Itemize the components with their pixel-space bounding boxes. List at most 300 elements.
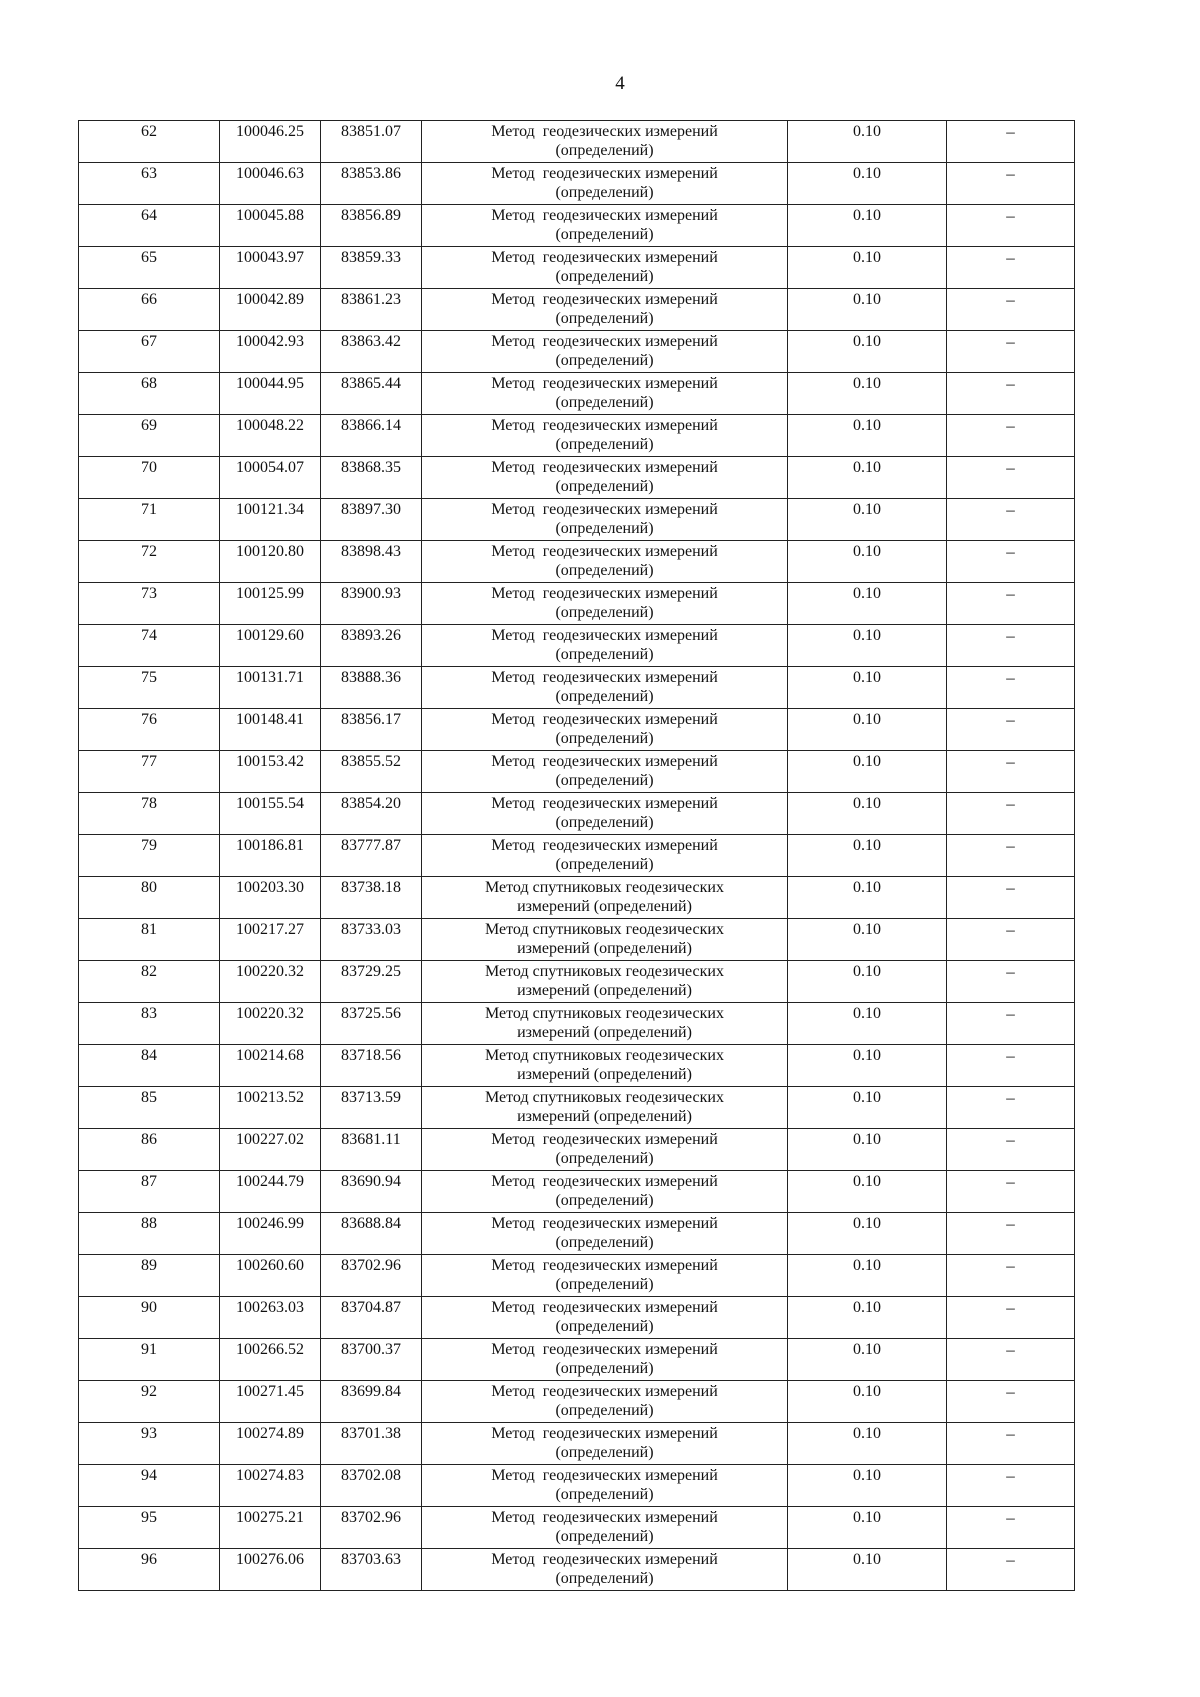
method-line-1: Метод геодезических измерений <box>491 1173 718 1190</box>
y-coordinate-cell: 83859.33 <box>321 247 422 289</box>
accuracy-cell: 0.10 <box>788 1087 947 1129</box>
method-line-1: Метод геодезических измерений <box>491 1299 718 1316</box>
method-line-2: (определений) <box>555 436 654 453</box>
accuracy-cell: 0.10 <box>788 247 947 289</box>
y-coordinate-cell: 83777.87 <box>321 835 422 877</box>
method-line-1: Метод геодезических измерений <box>491 333 718 350</box>
point-number-cell: 70 <box>79 457 220 499</box>
method-line-2: (определений) <box>555 394 654 411</box>
table-row <box>79 415 1075 457</box>
accuracy-cell: 0.10 <box>788 919 947 961</box>
table-row <box>79 1255 1075 1297</box>
y-coordinate-cell: 83725.56 <box>321 1003 422 1045</box>
table-row <box>79 121 1075 163</box>
y-coordinate-cell: 83702.08 <box>321 1465 422 1507</box>
accuracy-cell: 0.10 <box>788 1465 947 1507</box>
y-coordinate-cell: 83738.18 <box>321 877 422 919</box>
method-line-1: Метод геодезических измерений <box>491 123 718 140</box>
description-cell: – <box>947 583 1075 625</box>
description-cell: – <box>947 541 1075 583</box>
accuracy-cell: 0.10 <box>788 1381 947 1423</box>
accuracy-cell: 0.10 <box>788 499 947 541</box>
description-cell: – <box>947 1045 1075 1087</box>
y-coordinate-cell: 83704.87 <box>321 1297 422 1339</box>
method-cell <box>422 1129 788 1171</box>
y-coordinate-cell: 83700.37 <box>321 1339 422 1381</box>
table-row <box>79 1129 1075 1171</box>
method-cell <box>422 1381 788 1423</box>
x-coordinate-cell: 100155.54 <box>220 793 321 835</box>
description-cell: – <box>947 457 1075 499</box>
x-coordinate-cell: 100213.52 <box>220 1087 321 1129</box>
method-cell <box>422 1339 788 1381</box>
method-line-1: Метод геодезических измерений <box>491 375 718 392</box>
description-cell: – <box>947 1129 1075 1171</box>
method-line-2: (определений) <box>555 1360 654 1377</box>
table-row <box>79 373 1075 415</box>
table-row <box>79 1465 1075 1507</box>
y-coordinate-cell: 83861.23 <box>321 289 422 331</box>
method-line-2: (определений) <box>555 478 654 495</box>
method-line-1: Метод геодезических измерений <box>491 837 718 854</box>
accuracy-cell: 0.10 <box>788 541 947 583</box>
accuracy-cell: 0.10 <box>788 415 947 457</box>
method-line-1: Метод спутниковых геодезических <box>485 1089 724 1106</box>
accuracy-cell: 0.10 <box>788 121 947 163</box>
x-coordinate-cell: 100244.79 <box>220 1171 321 1213</box>
accuracy-cell: 0.10 <box>788 1045 947 1087</box>
table-row <box>79 205 1075 247</box>
y-coordinate-cell: 83703.63 <box>321 1549 422 1591</box>
point-number-cell: 89 <box>79 1255 220 1297</box>
method-line-1: Метод геодезических измерений <box>491 1131 718 1148</box>
accuracy-cell: 0.10 <box>788 1507 947 1549</box>
method-cell <box>422 415 788 457</box>
method-cell <box>422 499 788 541</box>
point-number-cell: 65 <box>79 247 220 289</box>
y-coordinate-cell: 83856.17 <box>321 709 422 751</box>
x-coordinate-cell: 100044.95 <box>220 373 321 415</box>
method-line-1: Метод спутниковых геодезических <box>485 921 724 938</box>
method-line-1: Метод спутниковых геодезических <box>485 879 724 896</box>
accuracy-cell: 0.10 <box>788 1423 947 1465</box>
description-cell: – <box>947 1003 1075 1045</box>
description-cell: – <box>947 709 1075 751</box>
method-line-1: Метод геодезических измерений <box>491 249 718 266</box>
accuracy-cell: 0.10 <box>788 1003 947 1045</box>
method-line-1: Метод геодезических измерений <box>491 417 718 434</box>
accuracy-cell: 0.10 <box>788 877 947 919</box>
method-line-2: (определений) <box>555 1234 654 1251</box>
x-coordinate-cell: 100263.03 <box>220 1297 321 1339</box>
x-coordinate-cell: 100129.60 <box>220 625 321 667</box>
method-line-2: (определений) <box>555 226 654 243</box>
method-line-1: Метод геодезических измерений <box>491 207 718 224</box>
method-line-2: измерений (определений) <box>517 1066 692 1083</box>
accuracy-cell: 0.10 <box>788 1549 947 1591</box>
point-number-cell: 72 <box>79 541 220 583</box>
x-coordinate-cell: 100042.93 <box>220 331 321 373</box>
method-cell <box>422 751 788 793</box>
method-line-1: Метод геодезических измерений <box>491 753 718 770</box>
y-coordinate-cell: 83713.59 <box>321 1087 422 1129</box>
point-number-cell: 63 <box>79 163 220 205</box>
point-number-cell: 78 <box>79 793 220 835</box>
description-cell: – <box>947 1171 1075 1213</box>
x-coordinate-cell: 100274.89 <box>220 1423 321 1465</box>
description-cell: – <box>947 1423 1075 1465</box>
point-number-cell: 79 <box>79 835 220 877</box>
x-coordinate-cell: 100120.80 <box>220 541 321 583</box>
description-cell: – <box>947 793 1075 835</box>
accuracy-cell: 0.10 <box>788 457 947 499</box>
method-cell <box>422 1045 788 1087</box>
method-cell <box>422 667 788 709</box>
accuracy-cell: 0.10 <box>788 1129 947 1171</box>
table-row <box>79 793 1075 835</box>
method-line-1: Метод спутниковых геодезических <box>485 1047 724 1064</box>
method-line-2: (определений) <box>555 856 654 873</box>
x-coordinate-cell: 100217.27 <box>220 919 321 961</box>
method-line-2: (определений) <box>555 646 654 663</box>
description-cell: – <box>947 1465 1075 1507</box>
x-coordinate-cell: 100153.42 <box>220 751 321 793</box>
method-line-1: Метод геодезических измерений <box>491 501 718 518</box>
method-cell <box>422 163 788 205</box>
x-coordinate-cell: 100203.30 <box>220 877 321 919</box>
method-line-2: (определений) <box>555 562 654 579</box>
method-line-1: Метод спутниковых геодезических <box>485 1005 724 1022</box>
method-line-2: (определений) <box>555 688 654 705</box>
accuracy-cell: 0.10 <box>788 793 947 835</box>
y-coordinate-cell: 83866.14 <box>321 415 422 457</box>
y-coordinate-cell: 83688.84 <box>321 1213 422 1255</box>
table-row <box>79 247 1075 289</box>
description-cell: – <box>947 415 1075 457</box>
accuracy-cell: 0.10 <box>788 1339 947 1381</box>
x-coordinate-cell: 100220.32 <box>220 961 321 1003</box>
table-row <box>79 1549 1075 1591</box>
x-coordinate-cell: 100260.60 <box>220 1255 321 1297</box>
description-cell: – <box>947 373 1075 415</box>
description-cell: – <box>947 835 1075 877</box>
point-number-cell: 66 <box>79 289 220 331</box>
y-coordinate-cell: 83699.84 <box>321 1381 422 1423</box>
y-coordinate-cell: 83898.43 <box>321 541 422 583</box>
method-cell <box>422 289 788 331</box>
point-number-cell: 90 <box>79 1297 220 1339</box>
description-cell: – <box>947 247 1075 289</box>
method-cell <box>422 541 788 583</box>
table-row <box>79 877 1075 919</box>
point-number-cell: 71 <box>79 499 220 541</box>
description-cell: – <box>947 1255 1075 1297</box>
method-line-1: Метод спутниковых геодезических <box>485 963 724 980</box>
x-coordinate-cell: 100125.99 <box>220 583 321 625</box>
method-cell <box>422 457 788 499</box>
method-line-2: (определений) <box>555 772 654 789</box>
x-coordinate-cell: 100214.68 <box>220 1045 321 1087</box>
x-coordinate-cell: 100271.45 <box>220 1381 321 1423</box>
point-number-cell: 80 <box>79 877 220 919</box>
description-cell: – <box>947 1339 1075 1381</box>
method-line-2: (определений) <box>555 1402 654 1419</box>
y-coordinate-cell: 83854.20 <box>321 793 422 835</box>
method-cell <box>422 793 788 835</box>
accuracy-cell: 0.10 <box>788 163 947 205</box>
table-row <box>79 457 1075 499</box>
table-row <box>79 667 1075 709</box>
table-row <box>79 541 1075 583</box>
method-line-2: (определений) <box>555 1150 654 1167</box>
method-cell <box>422 205 788 247</box>
accuracy-cell: 0.10 <box>788 667 947 709</box>
page-number: 4 <box>615 73 625 94</box>
table-row <box>79 1087 1075 1129</box>
method-line-1: Метод геодезических измерений <box>491 1425 718 1442</box>
method-cell <box>422 1087 788 1129</box>
table-row <box>79 1213 1075 1255</box>
table-row <box>79 1003 1075 1045</box>
accuracy-cell: 0.10 <box>788 961 947 1003</box>
point-number-cell: 75 <box>79 667 220 709</box>
table-row <box>79 709 1075 751</box>
method-line-1: Метод геодезических измерений <box>491 669 718 686</box>
method-line-1: Метод геодезических измерений <box>491 1257 718 1274</box>
x-coordinate-cell: 100266.52 <box>220 1339 321 1381</box>
method-line-2: (определений) <box>555 604 654 621</box>
x-coordinate-cell: 100042.89 <box>220 289 321 331</box>
point-number-cell: 81 <box>79 919 220 961</box>
y-coordinate-cell: 83690.94 <box>321 1171 422 1213</box>
method-line-1: Метод геодезических измерений <box>491 1467 718 1484</box>
description-cell: – <box>947 205 1075 247</box>
table-row <box>79 1171 1075 1213</box>
method-cell <box>422 1465 788 1507</box>
method-cell <box>422 1003 788 1045</box>
accuracy-cell: 0.10 <box>788 373 947 415</box>
method-line-1: Метод геодезических измерений <box>491 291 718 308</box>
method-cell <box>422 373 788 415</box>
table-row <box>79 835 1075 877</box>
accuracy-cell: 0.10 <box>788 1297 947 1339</box>
point-number-cell: 76 <box>79 709 220 751</box>
method-cell <box>422 1255 788 1297</box>
description-cell: – <box>947 961 1075 1003</box>
point-number-cell: 73 <box>79 583 220 625</box>
method-line-2: (определений) <box>555 1444 654 1461</box>
y-coordinate-cell: 83863.42 <box>321 331 422 373</box>
point-number-cell: 91 <box>79 1339 220 1381</box>
point-number-cell: 62 <box>79 121 220 163</box>
description-cell: – <box>947 289 1075 331</box>
accuracy-cell: 0.10 <box>788 1171 947 1213</box>
y-coordinate-cell: 83888.36 <box>321 667 422 709</box>
table-row <box>79 919 1075 961</box>
method-line-1: Метод геодезических измерений <box>491 627 718 644</box>
table-row <box>79 499 1075 541</box>
x-coordinate-cell: 100275.21 <box>220 1507 321 1549</box>
table-row <box>79 751 1075 793</box>
point-number-cell: 67 <box>79 331 220 373</box>
table-row <box>79 331 1075 373</box>
x-coordinate-cell: 100276.06 <box>220 1549 321 1591</box>
y-coordinate-cell: 83853.86 <box>321 163 422 205</box>
point-number-cell: 74 <box>79 625 220 667</box>
method-line-2: измерений (определений) <box>517 898 692 915</box>
point-number-cell: 88 <box>79 1213 220 1255</box>
coordinates-table-body <box>79 121 1075 1591</box>
x-coordinate-cell: 100054.07 <box>220 457 321 499</box>
method-line-2: (определений) <box>555 310 654 327</box>
accuracy-cell: 0.10 <box>788 205 947 247</box>
table-row <box>79 1045 1075 1087</box>
table-row <box>79 1339 1075 1381</box>
method-line-2: (определений) <box>555 1528 654 1545</box>
accuracy-cell: 0.10 <box>788 751 947 793</box>
accuracy-cell: 0.10 <box>788 583 947 625</box>
method-cell <box>422 835 788 877</box>
method-cell <box>422 247 788 289</box>
coordinates-table <box>78 120 1075 1591</box>
method-line-2: измерений (определений) <box>517 940 692 957</box>
method-line-2: (определений) <box>555 814 654 831</box>
table-row <box>79 289 1075 331</box>
table-row <box>79 1381 1075 1423</box>
accuracy-cell: 0.10 <box>788 709 947 751</box>
method-line-1: Метод геодезических измерений <box>491 1551 718 1568</box>
description-cell: – <box>947 667 1075 709</box>
y-coordinate-cell: 83702.96 <box>321 1255 422 1297</box>
method-line-2: (определений) <box>555 142 654 159</box>
method-cell <box>422 1549 788 1591</box>
accuracy-cell: 0.10 <box>788 331 947 373</box>
method-cell <box>422 961 788 1003</box>
y-coordinate-cell: 83851.07 <box>321 121 422 163</box>
y-coordinate-cell: 83701.38 <box>321 1423 422 1465</box>
point-number-cell: 77 <box>79 751 220 793</box>
method-line-1: Метод геодезических измерений <box>491 585 718 602</box>
point-number-cell: 92 <box>79 1381 220 1423</box>
method-line-1: Метод геодезических измерений <box>491 543 718 560</box>
x-coordinate-cell: 100046.63 <box>220 163 321 205</box>
x-coordinate-cell: 100131.71 <box>220 667 321 709</box>
method-cell <box>422 1171 788 1213</box>
table-row <box>79 1297 1075 1339</box>
x-coordinate-cell: 100043.97 <box>220 247 321 289</box>
method-line-1: Метод геодезических измерений <box>491 1215 718 1232</box>
description-cell: – <box>947 163 1075 205</box>
point-number-cell: 69 <box>79 415 220 457</box>
method-line-2: измерений (определений) <box>517 982 692 999</box>
table-row <box>79 1423 1075 1465</box>
accuracy-cell: 0.10 <box>788 1213 947 1255</box>
method-line-2: (определений) <box>555 1318 654 1335</box>
description-cell: – <box>947 751 1075 793</box>
method-line-1: Метод геодезических измерений <box>491 165 718 182</box>
y-coordinate-cell: 83702.96 <box>321 1507 422 1549</box>
method-line-1: Метод геодезических измерений <box>491 1509 718 1526</box>
accuracy-cell: 0.10 <box>788 835 947 877</box>
method-line-2: (определений) <box>555 520 654 537</box>
method-line-2: (определений) <box>555 1276 654 1293</box>
x-coordinate-cell: 100186.81 <box>220 835 321 877</box>
point-number-cell: 87 <box>79 1171 220 1213</box>
x-coordinate-cell: 100148.41 <box>220 709 321 751</box>
y-coordinate-cell: 83729.25 <box>321 961 422 1003</box>
y-coordinate-cell: 83868.35 <box>321 457 422 499</box>
y-coordinate-cell: 83733.03 <box>321 919 422 961</box>
y-coordinate-cell: 83865.44 <box>321 373 422 415</box>
point-number-cell: 68 <box>79 373 220 415</box>
method-line-2: (определений) <box>555 1570 654 1587</box>
description-cell: – <box>947 121 1075 163</box>
description-cell: – <box>947 331 1075 373</box>
description-cell: – <box>947 499 1075 541</box>
description-cell: – <box>947 919 1075 961</box>
table-row <box>79 1507 1075 1549</box>
method-line-1: Метод геодезических измерений <box>491 1383 718 1400</box>
point-number-cell: 64 <box>79 205 220 247</box>
point-number-cell: 83 <box>79 1003 220 1045</box>
method-cell <box>422 625 788 667</box>
method-cell <box>422 331 788 373</box>
point-number-cell: 96 <box>79 1549 220 1591</box>
description-cell: – <box>947 625 1075 667</box>
x-coordinate-cell: 100227.02 <box>220 1129 321 1171</box>
table-row <box>79 961 1075 1003</box>
description-cell: – <box>947 1507 1075 1549</box>
accuracy-cell: 0.10 <box>788 1255 947 1297</box>
method-line-2: (определений) <box>555 268 654 285</box>
accuracy-cell: 0.10 <box>788 625 947 667</box>
method-line-2: (определений) <box>555 352 654 369</box>
x-coordinate-cell: 100048.22 <box>220 415 321 457</box>
description-cell: – <box>947 1381 1075 1423</box>
y-coordinate-cell: 83718.56 <box>321 1045 422 1087</box>
method-line-2: измерений (определений) <box>517 1108 692 1125</box>
x-coordinate-cell: 100046.25 <box>220 121 321 163</box>
description-cell: – <box>947 1213 1075 1255</box>
accuracy-cell: 0.10 <box>788 289 947 331</box>
method-cell <box>422 919 788 961</box>
method-line-2: измерений (определений) <box>517 1024 692 1041</box>
y-coordinate-cell: 83900.93 <box>321 583 422 625</box>
method-line-2: (определений) <box>555 1486 654 1503</box>
description-cell: – <box>947 877 1075 919</box>
method-line-1: Метод геодезических измерений <box>491 795 718 812</box>
description-cell: – <box>947 1549 1075 1591</box>
method-line-1: Метод геодезических измерений <box>491 459 718 476</box>
y-coordinate-cell: 83856.89 <box>321 205 422 247</box>
point-number-cell: 85 <box>79 1087 220 1129</box>
method-cell <box>422 583 788 625</box>
method-cell <box>422 1423 788 1465</box>
point-number-cell: 93 <box>79 1423 220 1465</box>
table-row <box>79 163 1075 205</box>
table-row <box>79 583 1075 625</box>
x-coordinate-cell: 100220.32 <box>220 1003 321 1045</box>
method-cell <box>422 877 788 919</box>
method-cell <box>422 1507 788 1549</box>
point-number-cell: 86 <box>79 1129 220 1171</box>
method-cell <box>422 121 788 163</box>
method-line-1: Метод геодезических измерений <box>491 1341 718 1358</box>
method-line-2: (определений) <box>555 730 654 747</box>
method-line-2: (определений) <box>555 184 654 201</box>
point-number-cell: 82 <box>79 961 220 1003</box>
y-coordinate-cell: 83893.26 <box>321 625 422 667</box>
